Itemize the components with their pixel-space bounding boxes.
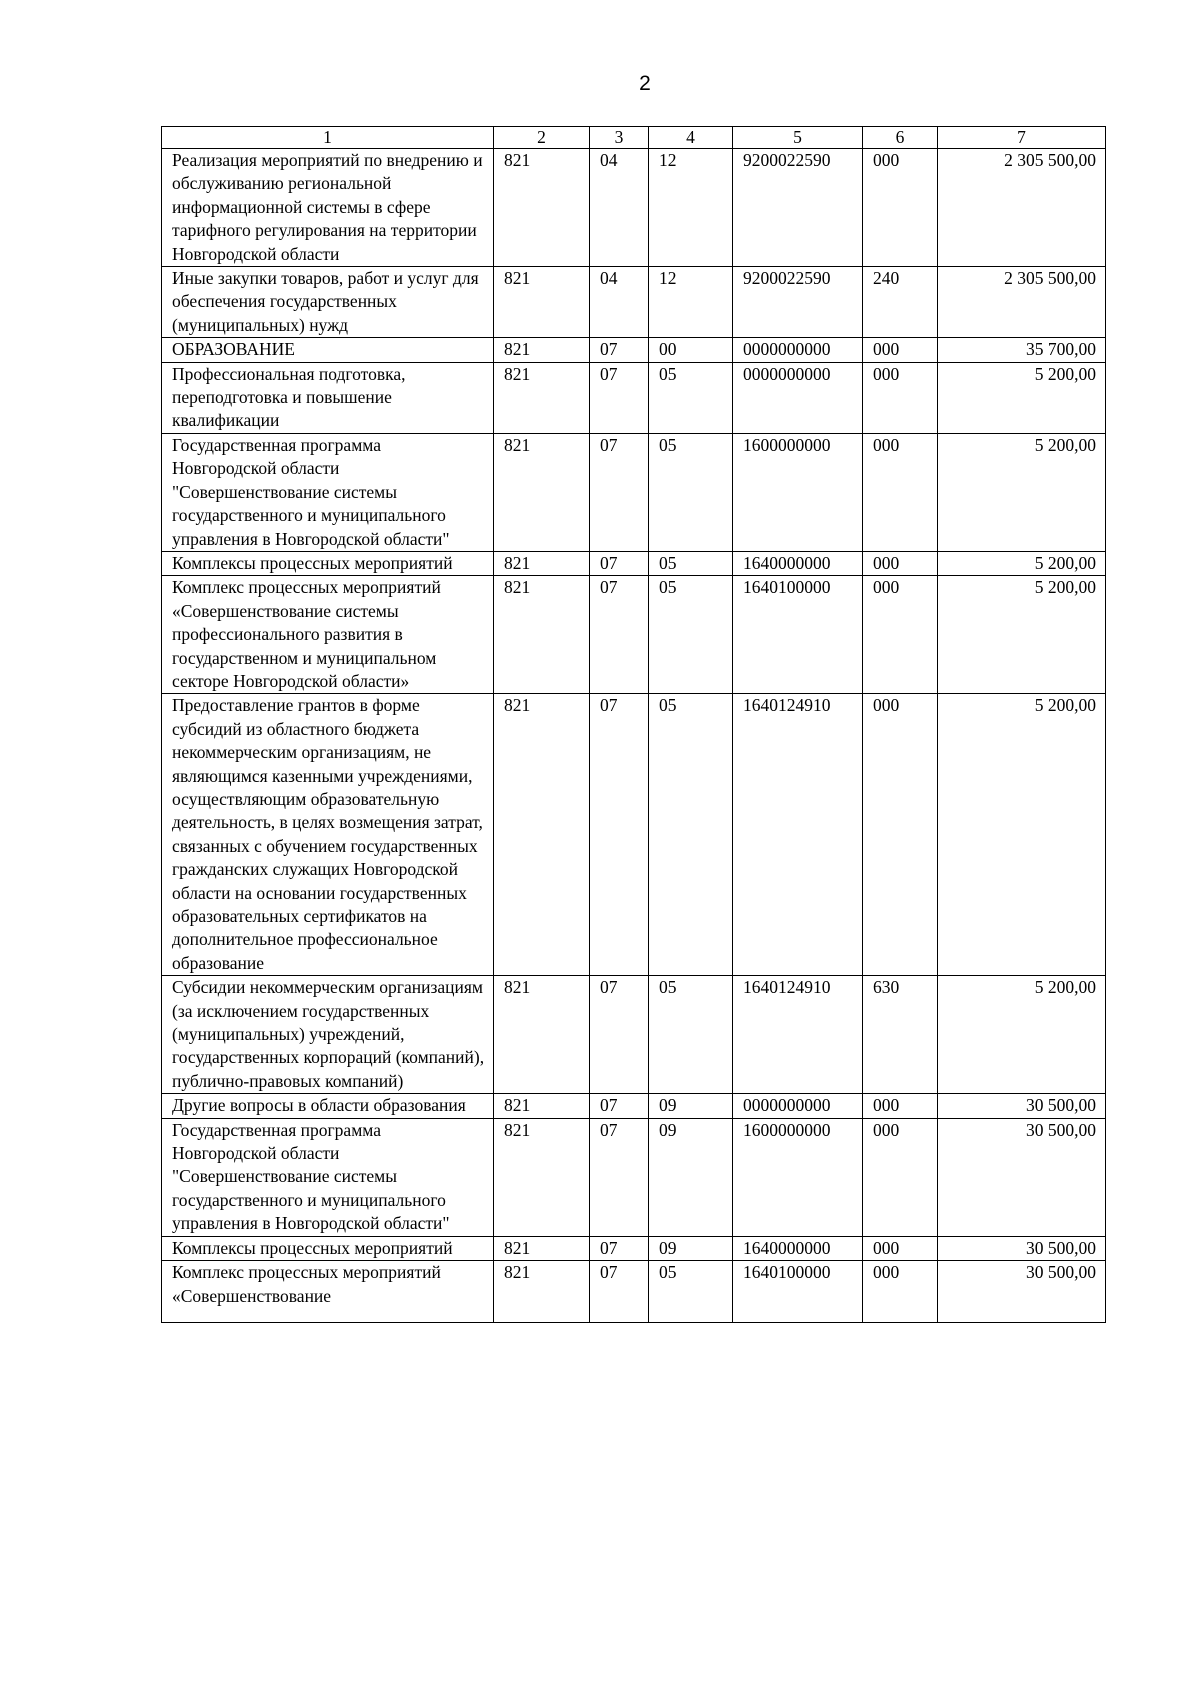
expense-type-cell: 000 bbox=[863, 576, 938, 694]
admin-code-cell: 821 bbox=[494, 267, 590, 338]
expense-type-cell: 000 bbox=[863, 551, 938, 575]
section-cell: 04 bbox=[590, 267, 649, 338]
admin-code-cell: 821 bbox=[494, 576, 590, 694]
table-row bbox=[162, 1261, 1106, 1323]
subsection-cell: 09 bbox=[649, 1094, 733, 1118]
row-name-cell: ОБРАЗОВАНИЕ bbox=[162, 338, 494, 362]
table-header-row bbox=[162, 127, 1106, 149]
target-article-cell: 0000000000 bbox=[733, 338, 863, 362]
expense-type-cell: 630 bbox=[863, 976, 938, 1094]
target-article-cell: 1640124910 bbox=[733, 976, 863, 1094]
expense-type-cell: 000 bbox=[863, 338, 938, 362]
target-article-cell: 1640000000 bbox=[733, 551, 863, 575]
amount-cell: 5 200,00 bbox=[938, 362, 1106, 433]
admin-code-cell: 821 bbox=[494, 1118, 590, 1236]
row-name-cell: Другие вопросы в области образования bbox=[162, 1094, 494, 1118]
target-article-cell: 1640100000 bbox=[733, 576, 863, 694]
target-article-cell: 1640124910 bbox=[733, 694, 863, 976]
admin-code-cell: 821 bbox=[494, 338, 590, 362]
table-row bbox=[162, 976, 1106, 1094]
table-row bbox=[162, 694, 1106, 976]
table-row bbox=[162, 1236, 1106, 1260]
admin-code-cell: 821 bbox=[494, 1261, 590, 1323]
expense-type-cell: 000 bbox=[863, 149, 938, 267]
table-row bbox=[162, 267, 1106, 338]
subsection-cell: 12 bbox=[649, 149, 733, 267]
section-cell: 07 bbox=[590, 576, 649, 694]
section-cell: 07 bbox=[590, 362, 649, 433]
target-article-cell: 1600000000 bbox=[733, 433, 863, 551]
section-cell: 07 bbox=[590, 1261, 649, 1323]
page-number: 2 bbox=[639, 72, 651, 95]
amount-cell: 2 305 500,00 bbox=[938, 267, 1106, 338]
section-cell: 07 bbox=[590, 976, 649, 1094]
row-name-cell: Реализация мероприятий по внедрению и обслуживанию региональной информационной системы в сфере тарифного регулирования на территории Новгородской области bbox=[162, 149, 494, 267]
expense-type-cell: 000 bbox=[863, 1236, 938, 1260]
subsection-cell: 05 bbox=[649, 433, 733, 551]
expense-type-cell: 000 bbox=[863, 1118, 938, 1236]
section-cell: 07 bbox=[590, 1094, 649, 1118]
column-header: 3 bbox=[590, 127, 649, 149]
section-cell: 07 bbox=[590, 433, 649, 551]
subsection-cell: 05 bbox=[649, 576, 733, 694]
table-row bbox=[162, 149, 1106, 267]
section-cell: 07 bbox=[590, 338, 649, 362]
expense-type-cell: 000 bbox=[863, 1094, 938, 1118]
subsection-cell: 05 bbox=[649, 362, 733, 433]
section-cell: 07 bbox=[590, 1118, 649, 1236]
table-row bbox=[162, 551, 1106, 575]
row-name-cell: Профессиональная подготовка, переподготовка и повышение квалификации bbox=[162, 362, 494, 433]
row-name-cell: Субсидии некоммерческим организациям (за исключением государственных (муниципальных) учреждений, государственных корпораций (компаний), публично-правовых компаний) bbox=[162, 976, 494, 1094]
subsection-cell: 12 bbox=[649, 267, 733, 338]
amount-cell: 30 500,00 bbox=[938, 1236, 1106, 1260]
section-cell: 07 bbox=[590, 1236, 649, 1260]
target-article-cell: 0000000000 bbox=[733, 362, 863, 433]
admin-code-cell: 821 bbox=[494, 694, 590, 976]
expense-type-cell: 000 bbox=[863, 694, 938, 976]
subsection-cell: 05 bbox=[649, 551, 733, 575]
table-row bbox=[162, 1118, 1106, 1236]
target-article-cell: 9200022590 bbox=[733, 149, 863, 267]
subsection-cell: 09 bbox=[649, 1118, 733, 1236]
section-cell: 07 bbox=[590, 694, 649, 976]
subsection-cell: 00 bbox=[649, 338, 733, 362]
expense-type-cell: 240 bbox=[863, 267, 938, 338]
admin-code-cell: 821 bbox=[494, 976, 590, 1094]
row-name-cell: Государственная программа Новгородской области "Совершенствование системы государственного и муниципального управления в Новгородской области" bbox=[162, 433, 494, 551]
amount-cell: 30 500,00 bbox=[938, 1118, 1106, 1236]
expense-type-cell: 000 bbox=[863, 1261, 938, 1323]
row-name-cell: Комплексы процессных мероприятий bbox=[162, 1236, 494, 1260]
column-header: 6 bbox=[863, 127, 938, 149]
table-row bbox=[162, 433, 1106, 551]
expense-type-cell: 000 bbox=[863, 433, 938, 551]
table-row bbox=[162, 576, 1106, 694]
subsection-cell: 05 bbox=[649, 1261, 733, 1323]
target-article-cell: 1640000000 bbox=[733, 1236, 863, 1260]
admin-code-cell: 821 bbox=[494, 551, 590, 575]
section-cell: 07 bbox=[590, 551, 649, 575]
target-article-cell: 1600000000 bbox=[733, 1118, 863, 1236]
table-row bbox=[162, 338, 1106, 362]
amount-cell: 5 200,00 bbox=[938, 433, 1106, 551]
row-name-cell: Иные закупки товаров, работ и услуг для обеспечения государственных (муниципальных) нужд bbox=[162, 267, 494, 338]
column-header: 1 bbox=[162, 127, 494, 149]
row-name-cell: Комплексы процессных мероприятий bbox=[162, 551, 494, 575]
row-name-cell: Комплекс процессных мероприятий «Совершенствование bbox=[162, 1261, 494, 1323]
amount-cell: 2 305 500,00 bbox=[938, 149, 1106, 267]
target-article-cell: 0000000000 bbox=[733, 1094, 863, 1118]
section-cell: 04 bbox=[590, 149, 649, 267]
admin-code-cell: 821 bbox=[494, 362, 590, 433]
target-article-cell: 1640100000 bbox=[733, 1261, 863, 1323]
amount-cell: 5 200,00 bbox=[938, 551, 1106, 575]
admin-code-cell: 821 bbox=[494, 1094, 590, 1118]
amount-cell: 5 200,00 bbox=[938, 694, 1106, 976]
amount-cell: 5 200,00 bbox=[938, 976, 1106, 1094]
subsection-cell: 05 bbox=[649, 694, 733, 976]
admin-code-cell: 821 bbox=[494, 1236, 590, 1260]
column-header: 5 bbox=[733, 127, 863, 149]
amount-cell: 30 500,00 bbox=[938, 1094, 1106, 1118]
column-header: 4 bbox=[649, 127, 733, 149]
budget-table bbox=[161, 126, 1106, 1323]
amount-cell: 5 200,00 bbox=[938, 576, 1106, 694]
row-name-cell: Предоставление грантов в форме субсидий из областного бюджета некоммерческим организациям, не являющимся казенными учреждениями, осуществляющим образовательную деятельность, в целях возмещения затрат, связанных с обучением государственных гражданских служащих Новгородской области на основании государственных образовательных сертификатов на дополнительное профессиональное образование bbox=[162, 694, 494, 976]
row-name-cell: Государственная программа Новгородской области "Совершенствование системы государственного и муниципального управления в Новгородской области" bbox=[162, 1118, 494, 1236]
column-header: 2 bbox=[494, 127, 590, 149]
admin-code-cell: 821 bbox=[494, 433, 590, 551]
table-row bbox=[162, 1094, 1106, 1118]
admin-code-cell: 821 bbox=[494, 149, 590, 267]
subsection-cell: 09 bbox=[649, 1236, 733, 1260]
column-header: 7 bbox=[938, 127, 1106, 149]
table-row bbox=[162, 362, 1106, 433]
amount-cell: 30 500,00 bbox=[938, 1261, 1106, 1323]
amount-cell: 35 700,00 bbox=[938, 338, 1106, 362]
subsection-cell: 05 bbox=[649, 976, 733, 1094]
row-name-cell: Комплекс процессных мероприятий «Совершенствование системы профессионального развития в государственном и муниципальном секторе Новгородской области» bbox=[162, 576, 494, 694]
target-article-cell: 9200022590 bbox=[733, 267, 863, 338]
expense-type-cell: 000 bbox=[863, 362, 938, 433]
